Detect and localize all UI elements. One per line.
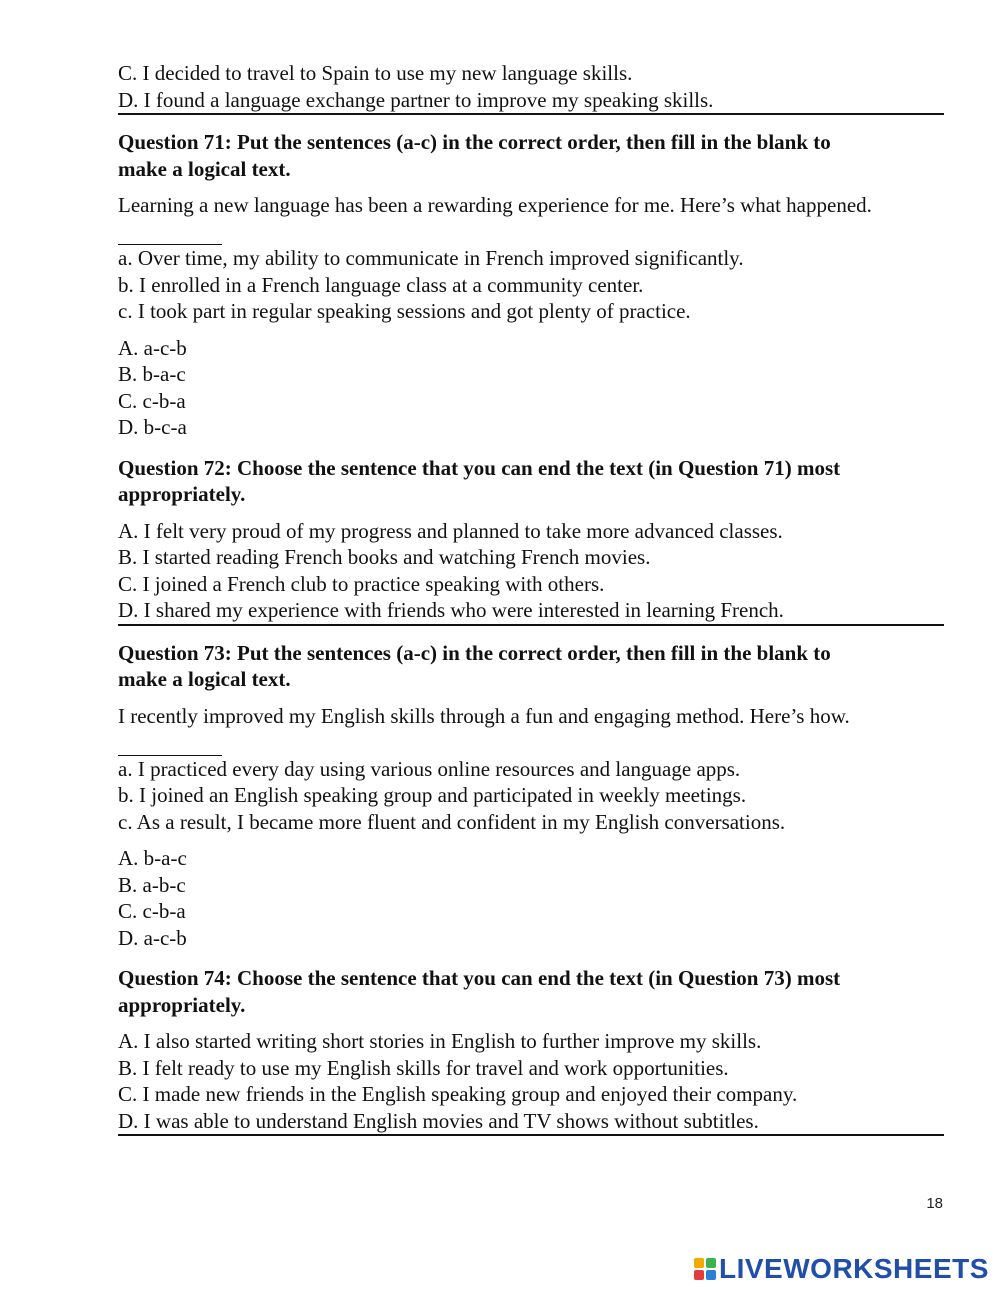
question-73-intro: I recently improved my English skills through a fun and engaging method. Here’s how. bbox=[118, 703, 850, 728]
question-73-sentence-b: b. I joined an English speaking group and participated in weekly meetings. bbox=[118, 783, 747, 807]
question-72-option-c[interactable]: C. I joined a French club to practice speaking with others. bbox=[118, 571, 605, 596]
logo-square-2 bbox=[706, 1258, 716, 1268]
question-73-title-line1: Question 73: Put the sentences (a-c) in the correct order, then fill in the blank to bbox=[118, 640, 831, 665]
question-73-sentence-a: a. I practiced every day using various online resources and language apps. bbox=[118, 756, 741, 781]
logo-square-1 bbox=[694, 1258, 704, 1268]
question-71-title-line1: Question 71: Put the sentences (a-c) in the correct order, then fill in the blank to bbox=[118, 130, 831, 154]
question-73-option-b[interactable]: B. a-b-c bbox=[118, 872, 186, 897]
question-71 bbox=[118, 129, 944, 441]
question-71-intro: Learning a new language has been a rewarding experience for me. Here’s what happened. bbox=[118, 193, 872, 217]
question-74-option-c[interactable]: C. I made new friends in the English speaking group and enjoyed their company. bbox=[118, 1082, 798, 1106]
option-d-prev: D. I found a language exchange partner to improve my speaking skills. bbox=[118, 87, 944, 116]
logo-square-4 bbox=[706, 1270, 716, 1280]
question-72-title-line1: Question 72: Choose the sentence that you can end the text (in Question 71) most bbox=[118, 455, 841, 480]
question-71-sentence-c: c. I took part in regular speaking sessions and got plenty of practice. bbox=[118, 299, 691, 323]
question-71-option-b[interactable]: B. b-a-c bbox=[118, 362, 186, 386]
question-71-option-c[interactable]: C. c-b-a bbox=[118, 388, 186, 413]
question-72-option-a[interactable]: A. I felt very proud of my progress and planned to take more advanced classes. bbox=[118, 518, 783, 543]
question-72-option-d[interactable]: D. I shared my experience with friends who were interested in learning French. bbox=[118, 597, 944, 626]
question-71-option-d[interactable]: D. b-c-a bbox=[118, 415, 187, 439]
question-73-option-a[interactable]: A. b-a-c bbox=[118, 846, 187, 870]
logo-square-3 bbox=[694, 1270, 704, 1280]
question-72-option-b[interactable]: B. I started reading French books and watching French movies. bbox=[118, 545, 651, 569]
question-74-title-line2: appropriately. bbox=[118, 992, 246, 1017]
liveworksheets-logo-text: LIVEWORKSHEETS bbox=[719, 1253, 989, 1284]
question-73-blank[interactable] bbox=[118, 737, 222, 756]
worksheet-page bbox=[118, 0, 944, 1136]
option-c-prev: C. I decided to travel to Spain to use my new language skills. bbox=[118, 61, 633, 85]
question-71-blank[interactable] bbox=[118, 226, 222, 245]
question-71-sentence-b: b. I enrolled in a French language class at a community center. bbox=[118, 272, 644, 297]
question-71-option-a[interactable]: A. a-c-b bbox=[118, 335, 187, 360]
question-74 bbox=[118, 965, 944, 1136]
question-72 bbox=[118, 455, 944, 626]
question-73-sentence-c: c. As a result, I became more fluent and confident in my English conversations. bbox=[118, 809, 786, 834]
liveworksheets-logo bbox=[694, 1253, 989, 1285]
question-74-option-b[interactable]: B. I felt ready to use my English skills for travel and work opportunities. bbox=[118, 1055, 729, 1080]
liveworksheets-logo-icon bbox=[694, 1258, 716, 1280]
question-73-option-d[interactable]: D. a-c-b bbox=[118, 925, 187, 950]
page-number: 18 bbox=[926, 1195, 943, 1212]
question-71-title-line2: make a logical text. bbox=[118, 156, 291, 181]
question-74-option-d[interactable]: D. I was able to understand English movies and TV shows without subtitles. bbox=[118, 1108, 944, 1137]
question-71-sentence-a: a. Over time, my ability to communicate in French improved significantly. bbox=[118, 246, 744, 270]
question-74-title-line1: Question 74: Choose the sentence that you can end the text (in Question 73) most bbox=[118, 966, 841, 990]
question-72-title-line2: appropriately. bbox=[118, 482, 246, 506]
question-73 bbox=[118, 640, 944, 952]
question-73-title-line2: make a logical text. bbox=[118, 667, 291, 691]
question-74-option-a[interactable]: A. I also started writing short stories in English to further improve my skills. bbox=[118, 1029, 762, 1053]
question-73-option-c[interactable]: C. c-b-a bbox=[118, 899, 186, 923]
